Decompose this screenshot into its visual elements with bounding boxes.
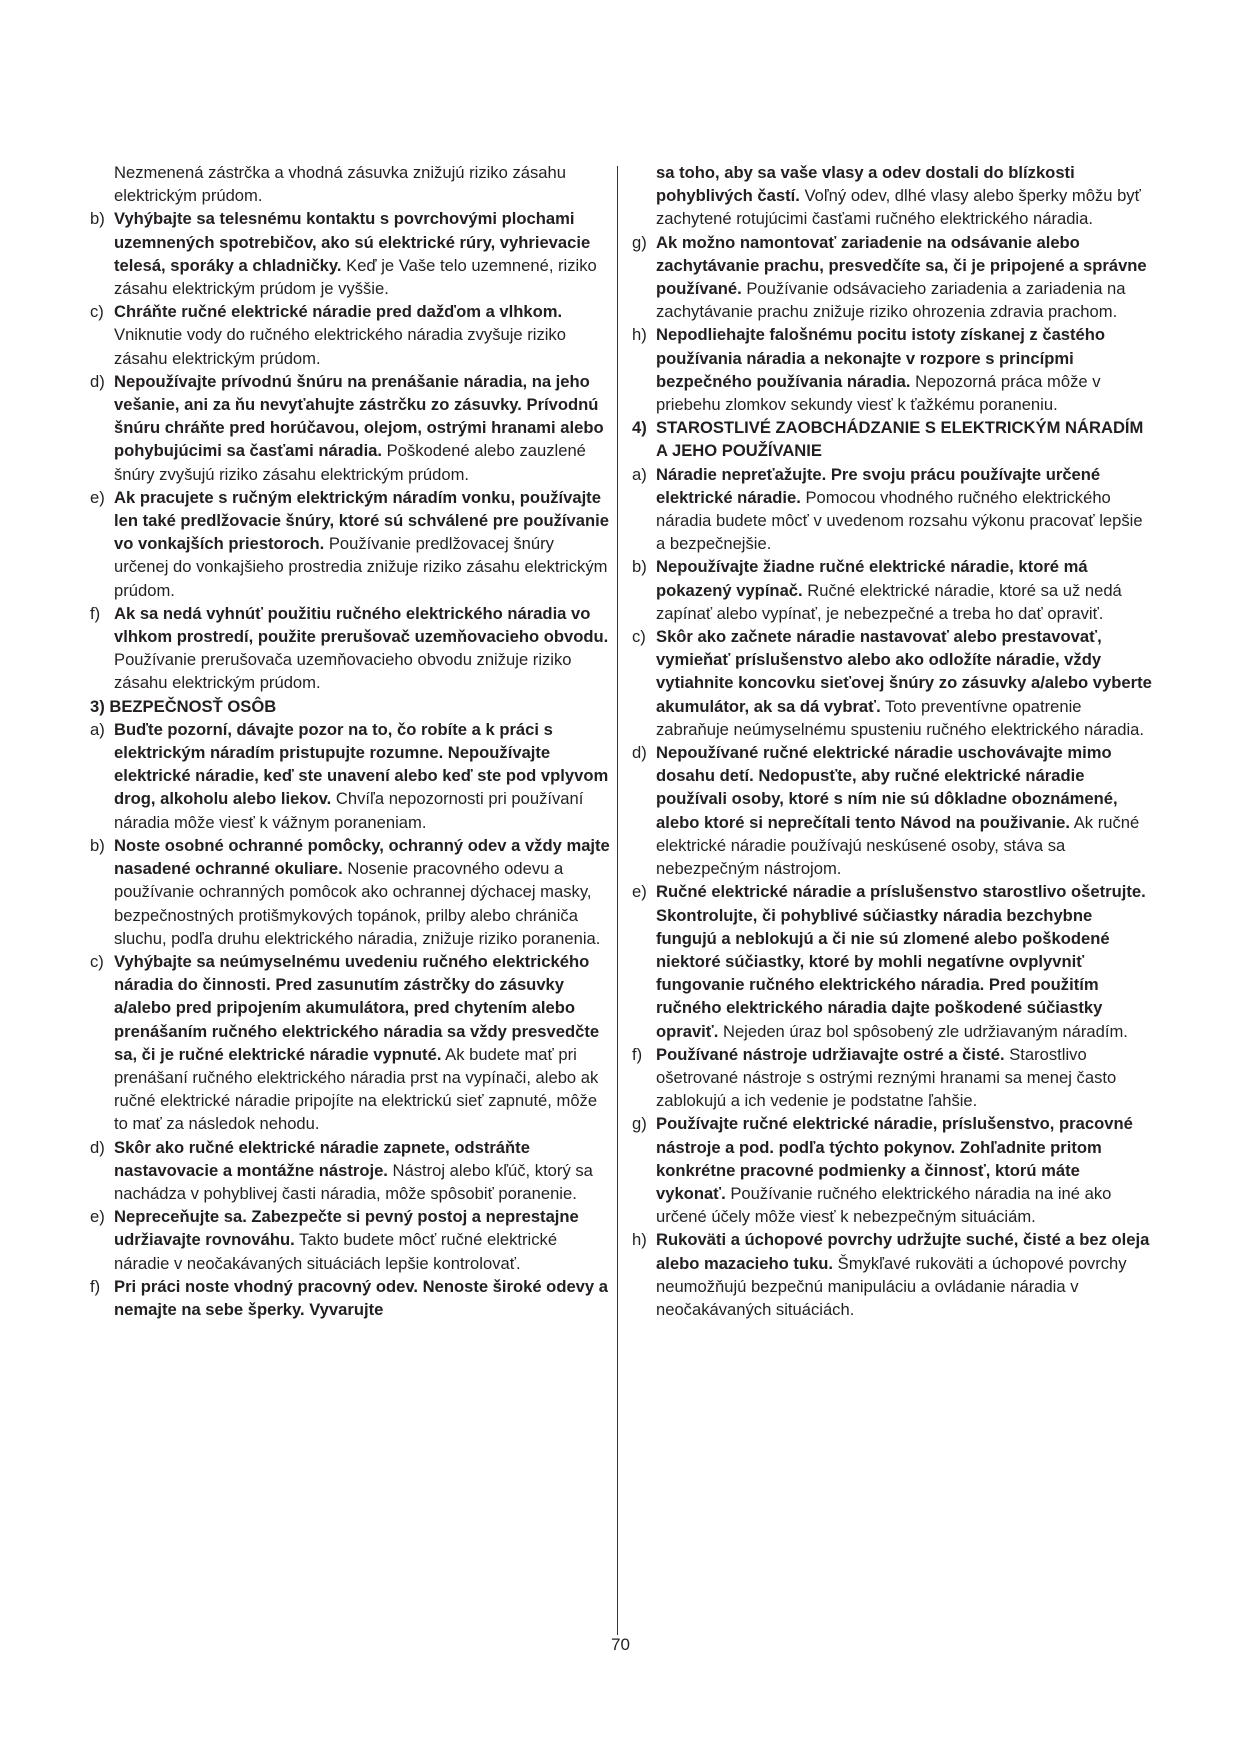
list-item (90, 1136, 610, 1206)
item-warning: Vyhýbajte sa telesnému kontaktu s povrchovými plochami uzemnených spotrebičov, ako sú elektrické rúry, vyhrievacie telesá, sporáky a chladničky. (114, 209, 591, 275)
column-divider (617, 166, 618, 1635)
item-warning: Ak možno namontovať zariadenie na odsávanie alebo zachytávanie prachu, presvedčíte sa, či je pripojené a správne používané. (656, 232, 1147, 299)
item-explanation: Používanie predlžovacej šnúry určenej do vonkajšieho prostredia znižuje riziko zásahu elektrickým prúdom. (114, 534, 608, 600)
left-column (90, 161, 610, 1321)
list-item (90, 718, 610, 834)
item-warning: Buďte pozorní, dávajte pozor na to, čo robíte a k práci s elektrickým náradím pristupujte rozumne. Nepoužívajte elektrické náradie, keď ste unavení alebo keď ste pod vplyvom drog, alkoholu alebo liekov. (114, 719, 609, 809)
item-warning: Nepreceňujte sa. Zabezpečte si pevný postoj a neprestajne udržiavajte rovnováhu. (114, 1207, 579, 1250)
intro-text: Nezmenená zástrčka a vhodná zásuvka znižujú riziko zásahu elektrickým prúdom. (114, 163, 566, 206)
item-explanation: Ak budete mať pri prenášaní ručného elektrického náradia prst na vypínači, alebo ak ručné elektrické náradie pripojíte na elektrickú sieť zapnuté, môže to mať za následok nehodu. (114, 1044, 599, 1134)
item-warning: Ak sa nedá vyhnúť použitiu ručného elektrického náradia vo vlhkom prostredí, použite prerušovač uzemňovacieho obvodu. (114, 603, 609, 647)
item-label: c) (632, 627, 646, 647)
section-4-title: STAROSTLIVÉ ZAOBCHÁDZANIE S ELEKTRICKÝM NÁRADÍM A JEHO POUŽÍVANIE (656, 418, 1144, 461)
section-3-list (90, 718, 610, 1321)
list-item (632, 741, 1154, 880)
section-4-number: 4) (632, 418, 647, 438)
item-label: c) (90, 302, 104, 322)
item-explanation: Keď je Vaše telo uzemnené, riziko zásahu elektrickým prúdom je vyššie. (114, 255, 597, 299)
item-warning: Vyhýbajte sa neúmyselnému uvedeniu ručného elektrického náradia do činnosti. Pred zasunutím zástrčky do zásuvky a/alebo pred pripojením akumulátora, pred chytením alebo prenášaním ručného elektrického náradia sa vždy presvedčte sa, či je ručné elektrické náradie vypnuté. (114, 951, 600, 1064)
list-item (632, 323, 1154, 416)
continuation-paragraph (632, 161, 1154, 231)
item-explanation: Poškodené alebo zauzlené šnúry zvyšujú riziko zásahu elektrickým prúdom. (114, 441, 586, 484)
section-3-heading: 3) BEZPEČNOSŤ OSÔB (90, 696, 277, 716)
list-item (632, 1112, 1154, 1228)
continuation-bold: sa toho, aby sa vaše vlasy a odev dostali do blízkosti pohyblivých častí. (656, 163, 1075, 206)
section-4-heading (632, 416, 1154, 462)
item-warning: Používané nástroje udržiavajte ostré a čisté. (656, 1044, 1005, 1064)
item-explanation: Nepozorná práca môže v priebehu zlomkov sekundy viesť k ťažkému poraneniu. (656, 371, 1101, 415)
page-number: 70 (611, 1635, 630, 1654)
item-label: e) (632, 882, 647, 902)
item-warning: Rukoväti a úchopové povrchy udržujte suché, čisté a bez oleja alebo mazacieho tuku. (656, 1230, 1150, 1273)
item-label: d) (632, 743, 647, 763)
item-explanation: Starostlivo ošetrované nástroje s ostrými reznými hranami sa menej často zablokujú a ich vedenie je podstatne ľahšie. (656, 1044, 1117, 1111)
item-warning: Chráňte ručné elektrické náradie pred dažďom a vlhkom. (114, 302, 563, 322)
item-label: h) (632, 1230, 647, 1250)
item-label: d) (90, 371, 105, 391)
list-item (90, 834, 610, 950)
list-item (632, 880, 1154, 1042)
list-item (90, 207, 610, 300)
list-item (90, 1275, 610, 1321)
list-item (90, 370, 610, 486)
item-explanation: Vniknutie vody do ručného elektrického náradia zvyšuje riziko zásahu elektrickým prúdom. (114, 325, 566, 368)
item-explanation: Šmykľavé rukoväti a úchopové povrchy neumožňujú bezpečnú manipuláciu a ovládanie náradia v neočakávaných situáciách. (656, 1253, 1127, 1319)
item-label: g) (632, 232, 647, 252)
item-warning: Ak pracujete s ručným elektrickým náradím vonku, používajte len také predlžovacie šnúry, ktoré sú schválené pre používanie vo vonkajších priestoroch. (114, 487, 609, 554)
item-warning: Nepoužívajte prívodnú šnúru na prenášanie náradia, na jeho vešanie, ani za ňu nevyťahujte zástrčku zo zásuvky. Prívodnú šnúru chráňte pred horúčavou, olejom, ostrými hranami alebo pohybujúcimi sa časťami náradia. (114, 371, 604, 461)
item-label: f) (90, 603, 101, 623)
item-explanation: Používanie odsávacieho zariadenia a zariadenia na zachytávanie prachu znižuje riziko ohrozenia zdravia prachom. (656, 279, 1126, 322)
list-item (632, 1043, 1154, 1113)
item-explanation: Takto budete môcť ručné elektrické náradie v neočakávaných situáciách lepšie kontrolovať. (114, 1230, 558, 1273)
section-3-list-continued (632, 231, 1154, 417)
item-explanation: Pomocou vhodného ručného elektrického náradia budete môcť v uvedenom rozsahu výkonu pracovať lepšie a bezpečnejšie. (656, 487, 1143, 554)
item-warning: Používajte ručné elektrické náradie, príslušenstvo, pracovné nástroje a pod. podľa týchto pokynov. Zohľadnite pritom konkrétne pracovné podmienky a činnosť, ktorú máte vykonať. (656, 1114, 1133, 1203)
item-warning: Noste osobné ochranné pomôcky, ochranný odev a vždy majte nasadené ochranné okuliare. (114, 835, 610, 879)
item-label: b) (90, 209, 105, 229)
list-item (632, 625, 1154, 741)
item-label: b) (632, 557, 647, 577)
item-label: b) (90, 835, 105, 855)
list-item (632, 231, 1154, 324)
item-explanation: Toto preventívne opatrenie zabraňuje neúmyselnému spusteniu ručného elektrického náradia. (656, 696, 1144, 739)
item-warning: Pri práci noste vhodný pracovný odev. Nenoste široké odevy a nemajte na sebe šperky. Vyvarujte (114, 1276, 608, 1319)
item-warning: Nepoužívajte žiadne ručné elektrické náradie, ktoré má pokazený vypínač. (656, 557, 1088, 600)
list-item (632, 1228, 1154, 1321)
list-item (90, 1205, 610, 1275)
list-item (632, 463, 1154, 556)
list-item (632, 555, 1154, 625)
item-label: e) (90, 487, 105, 507)
continuation-text: Voľný odev, dlhé vlasy alebo šperky môžu byť zachytené rotujúcimi časťami ručného elektrického náradia. (656, 186, 1141, 229)
list-item (90, 950, 610, 1136)
item-explanation: Nejeden úraz bol spôsobený zle udržiavaným náradím. (718, 1021, 1128, 1041)
item-explanation: Nosenie pracovného odevu a používanie ochranných pomôcok ako ochrannej dýchacej masky, bezpečnostných protišmykových topánok, prilby alebo chrániča sluchu, podľa druhu elektrického náradia, znižuje riziko poranenia. (114, 859, 601, 948)
list-item (90, 486, 610, 602)
item-label: d) (90, 1137, 105, 1157)
section-4-list (632, 463, 1154, 1322)
item-label: g) (632, 1114, 647, 1134)
item-label: f) (90, 1276, 101, 1296)
item-explanation: Ak ručné elektrické náradie používajú neskúsené osoby, stáva sa nebezpečným nástrojom. (656, 812, 1140, 879)
item-explanation: Ručné elektrické náradie, ktoré sa už nedá zapínať alebo vypínať, je nebezpečné a treba ho dať opraviť. (656, 580, 1122, 623)
item-label: a) (632, 464, 647, 484)
item-explanation: Používanie prerušovača uzemňovacieho obvodu znižuje riziko zásahu elektrickým prúdom. (114, 650, 572, 693)
item-warning: Náradie nepreťažujte. Pre svoju prácu používajte určené elektrické náradie. (656, 464, 1101, 507)
item-warning: Skôr ako začnete náradie nastavovať alebo prestavovať, vymieňať príslušenstvo alebo ako odložíte náradie, vždy vytiahnite koncovku sieťovej šnúry zo zásuvky a/alebo vyberte akumulátor, ak sa dá vybrať. (656, 627, 1152, 716)
item-label: e) (90, 1207, 105, 1227)
item-label: a) (90, 719, 105, 739)
item-label: c) (90, 951, 104, 971)
list-item (90, 602, 610, 695)
item-warning: Skôr ako ručné elektrické náradie zapnete, odstráňte nastavovacie a montážne nástroje. (114, 1137, 530, 1180)
list-item (90, 300, 610, 370)
item-label: f) (632, 1044, 643, 1064)
item-warning: Nepoužívané ručné elektrické náradie uschovávajte mimo dosahu detí. Nedopusťte, aby ručné elektrické náradie používali osoby, ktoré s ním nie sú dôkladne oboznámené, alebo ktoré si neprečítali tento Návod na použivanie. (656, 743, 1118, 832)
right-column (632, 161, 1154, 1321)
item-warning: Ručné elektrické náradie a príslušenstvo starostlivo ošetrujte. Skontrolujte, či pohyblivé súčiastky náradia bezchybne fungujú a neblokujú a či nie sú zlomené alebo poškodené niektoré súčiastky, ktoré by mohli negatívne ovplyvniť fungovanie ručného elektrického náradia. Pred použitím ručného elektrického náradia dajte poškodené súčiastky opraviť. (656, 882, 1146, 1041)
item-explanation: Chvíľa nepozornosti pri používaní náradia môže viesť k vážnym poraneniam. (114, 789, 584, 832)
item-warning: Nepodliehajte falošnému pocitu istoty získanej z častého používania náradia a nekonajte v rozpore s princípmi bezpečného používania náradia. (656, 325, 1106, 391)
item-explanation: Používanie ručného elektrického náradia na iné ako určené účely môže viesť k nebezpečným situáciám. (656, 1183, 1112, 1227)
item-explanation: Nástroj alebo kľúč, ktorý sa nachádza v pohyblivej časti náradia, môže spôsobiť poranenie. (114, 1160, 593, 1203)
item-label: h) (632, 325, 647, 345)
section-2-list (90, 207, 610, 694)
